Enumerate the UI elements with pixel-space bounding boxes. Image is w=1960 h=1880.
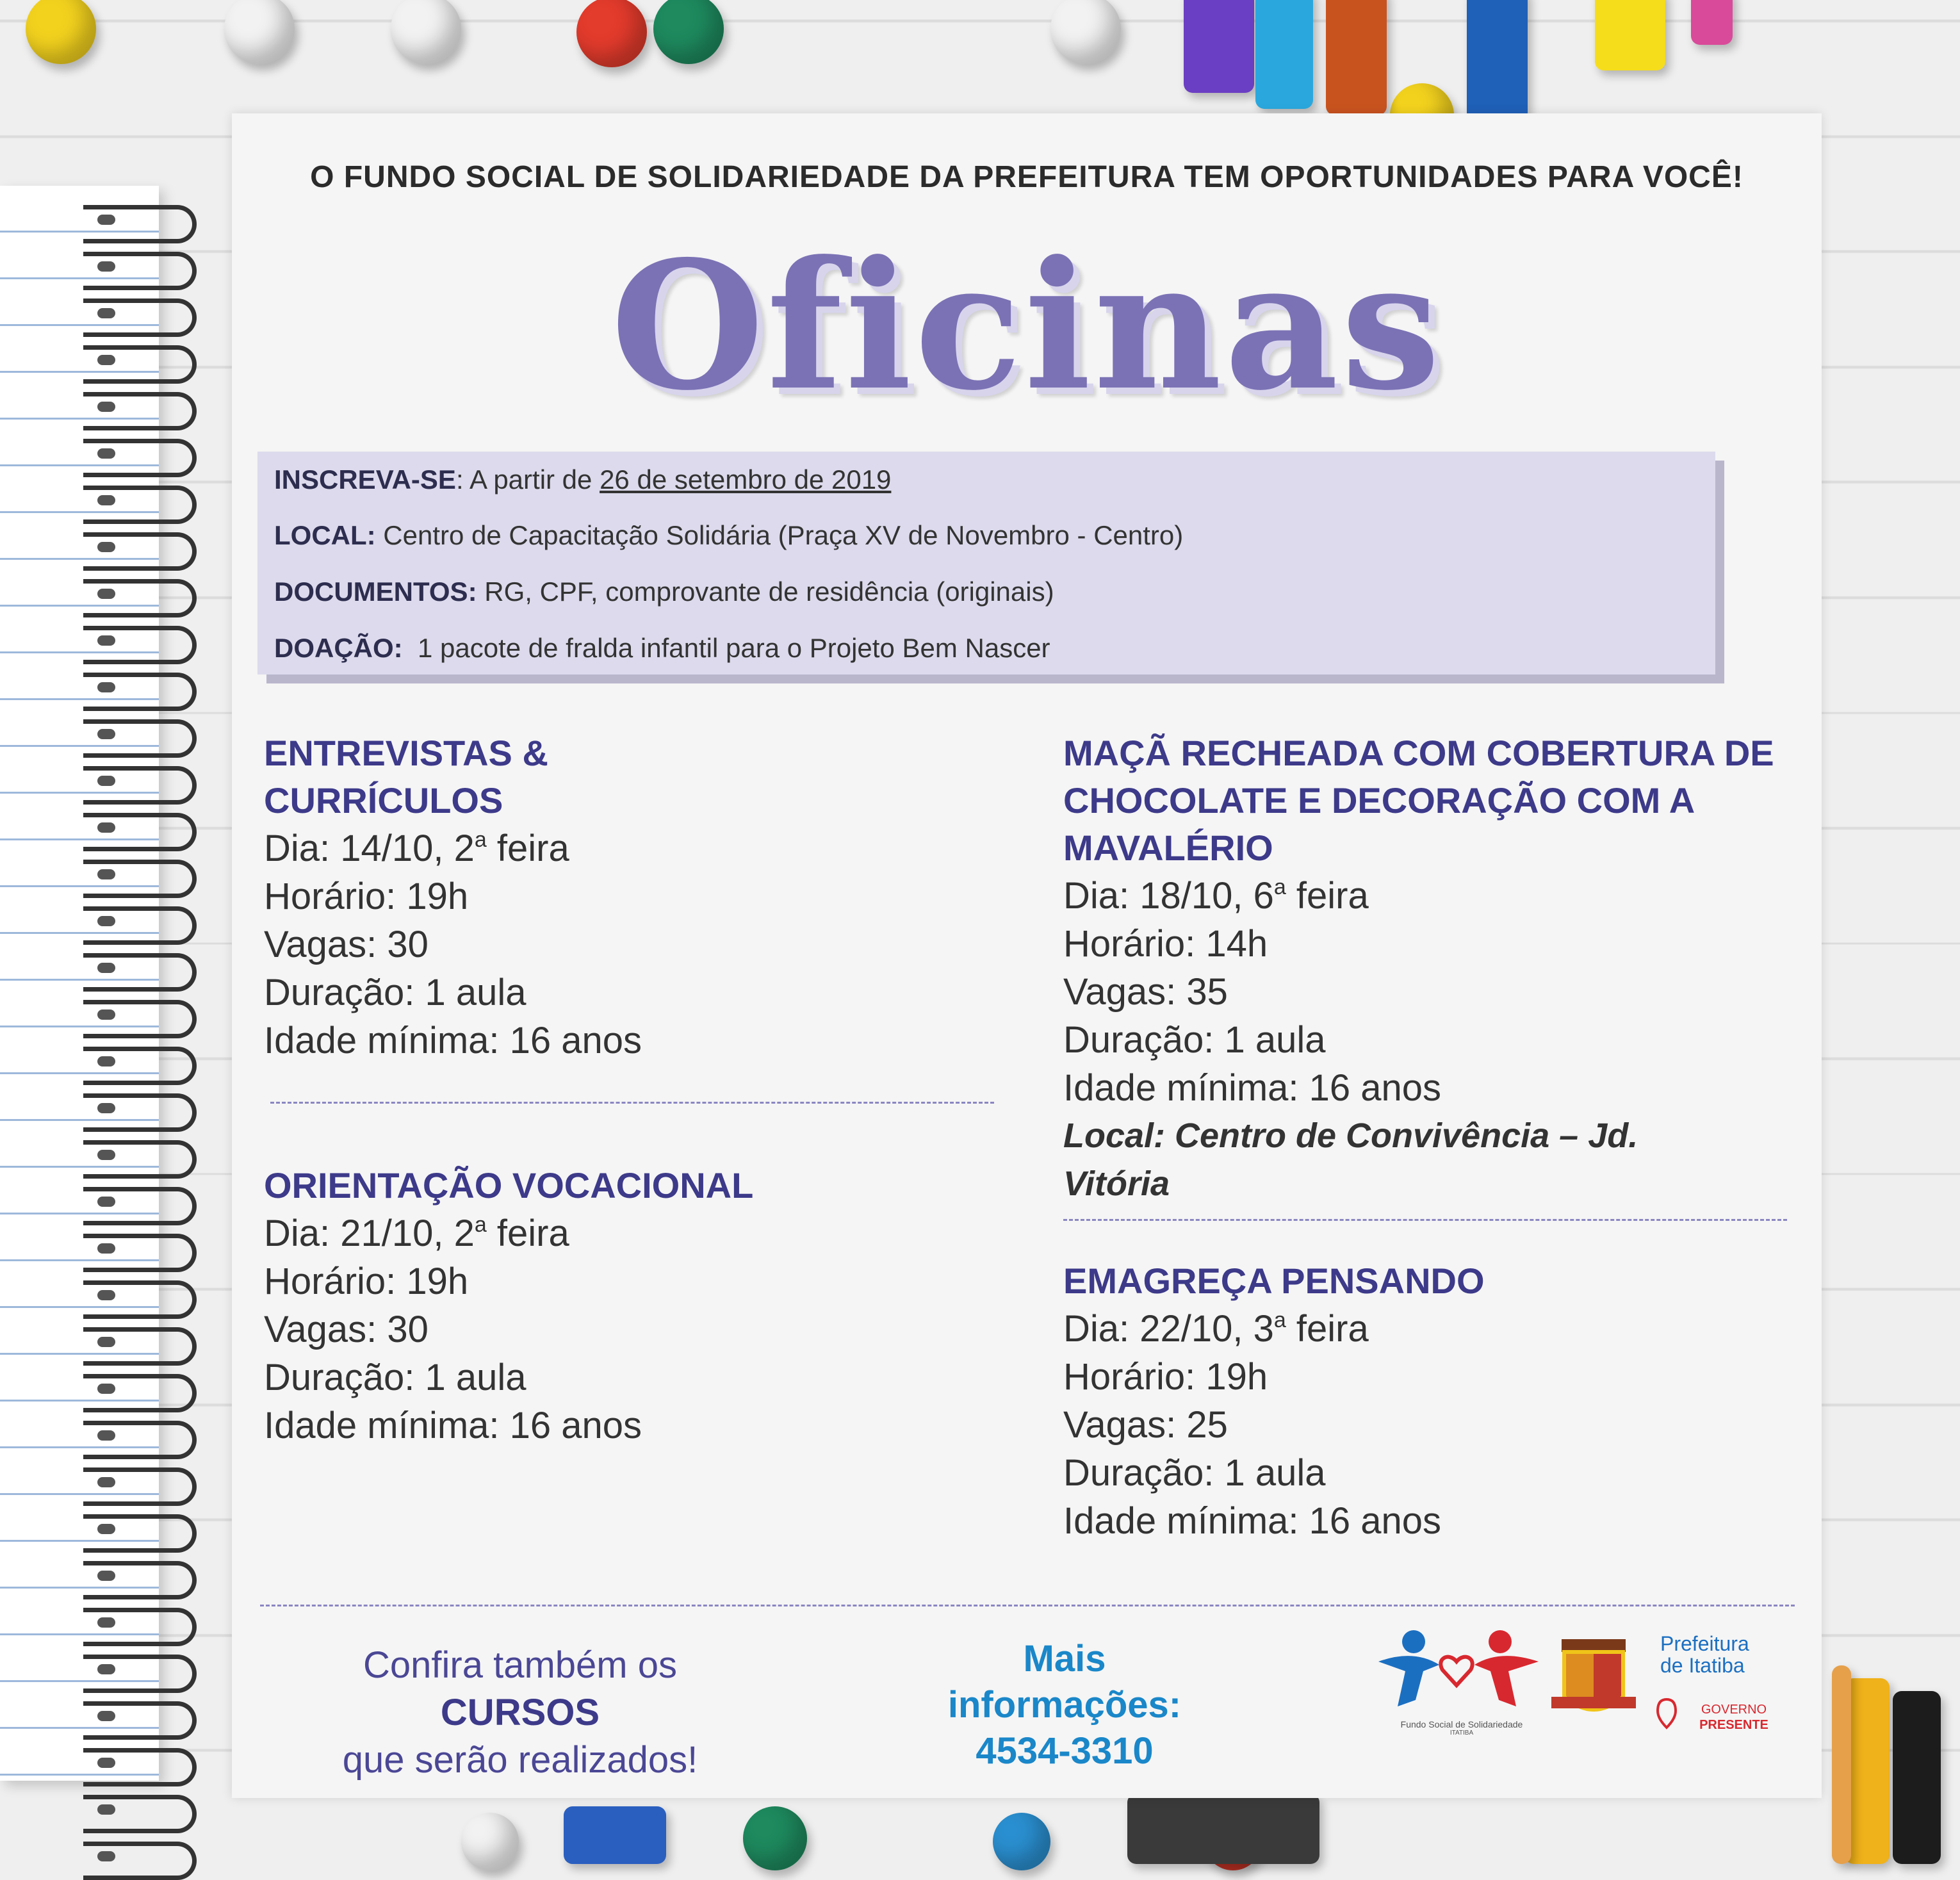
workshop-dia: Dia: 22/10, 3$^a$ feira: [1063, 1308, 1369, 1350]
white-pushpin: [391, 0, 461, 64]
inscreva-prefix: : A partir de: [455, 464, 600, 495]
workshop-idade: Idade mínima: 16 anos: [1063, 1067, 1442, 1109]
white-pushpin: [224, 0, 295, 64]
workshop-duracao: Duração: 1 aula: [1063, 1019, 1326, 1061]
workshop-local: Local: Centro de Convivência – Jd.: [1063, 1116, 1638, 1155]
spiral-ring: [83, 1187, 197, 1225]
local-row: [274, 520, 1183, 551]
workshop-vagas: Vagas: 30: [264, 1309, 429, 1350]
workshop-title: CHOCOLATE E DECORAÇÃO COM A: [1063, 780, 1695, 821]
local-label: LOCAL:: [274, 520, 376, 550]
spiral-ring: [83, 1421, 197, 1459]
blue-pushpin: [993, 1813, 1050, 1870]
blue-marker: [564, 1806, 666, 1864]
spiral-ring: [83, 205, 197, 243]
spiral-ring: [83, 1467, 197, 1506]
contact-phone: 4534-3310: [976, 1730, 1154, 1772]
spiral-ring: [83, 579, 197, 617]
divider: [1063, 1219, 1787, 1221]
spiral-ring: [83, 719, 197, 758]
white-pushpin: [461, 1813, 519, 1870]
spiral-ring: [83, 1280, 197, 1319]
workshop-title: MAÇÃ RECHEADA COM COBERTURA DE: [1063, 733, 1774, 773]
workshop-emagreca: [1063, 1257, 1800, 1545]
cyan-marker: [1255, 0, 1313, 109]
spiral-ring: [83, 1608, 197, 1646]
purple-marker: [1184, 0, 1254, 93]
spiral-ring: [83, 860, 197, 898]
workshop-duracao: Duração: 1 aula: [1063, 1452, 1326, 1494]
spiral-ring: [83, 1514, 197, 1553]
workshop-dia: Dia: 18/10, 6$^a$ feira: [1063, 875, 1369, 917]
prefeitura-logo-text: Prefeitura de Itatiba: [1660, 1632, 1749, 1677]
inscreva-date: 26 de setembro de 2019: [600, 464, 892, 495]
workshop-horario: Horário: 19h: [264, 1261, 469, 1302]
spiral-ring: [83, 906, 197, 945]
footer-divider: [260, 1605, 1795, 1606]
workshop-horario: Horário: 19h: [1063, 1356, 1268, 1398]
workshop-idade: Idade mínima: 16 anos: [1063, 1500, 1442, 1542]
page-title: Oficinas: [610, 222, 1443, 429]
spiral-ring: [83, 766, 197, 805]
documentos-value: RG, CPF, comprovante de residência (originais): [477, 576, 1054, 607]
spiral-ring: [83, 532, 197, 571]
spiral-ring: [83, 439, 197, 477]
workshop-entrevistas: [264, 730, 1000, 1065]
spiral-ring: [83, 298, 197, 337]
spiral-ring: [83, 673, 197, 711]
workshop-title: ORIENTAÇÃO VOCACIONAL: [264, 1165, 754, 1206]
spiral-ring: [83, 1374, 197, 1412]
spiral-ring: [83, 392, 197, 430]
spiral-ring: [83, 1140, 197, 1179]
yellow-pencil: [1845, 1678, 1890, 1864]
workshop-idade: Idade mínima: 16 anos: [264, 1405, 642, 1446]
green-pushpin: [653, 0, 724, 64]
documentos-row: [274, 576, 1054, 607]
spiral-ring: [83, 1327, 197, 1366]
workshop-dia: Dia: 21/10, 2$^a$ feira: [264, 1213, 569, 1254]
workshop-duracao: Duração: 1 aula: [264, 972, 527, 1013]
orange-marker: [1326, 0, 1387, 115]
workshop-vagas: Vagas: 30: [264, 924, 429, 965]
workshop-vagas: Vagas: 35: [1063, 971, 1228, 1013]
yellow-marker: [1595, 0, 1665, 70]
workshop-maca: [1063, 730, 1800, 1208]
spiral-ring: [83, 1000, 197, 1038]
workshop-horario: Horário: 14h: [1063, 923, 1268, 965]
workshop-orientacao: [264, 1162, 1000, 1450]
doacao-label: DOAÇÃO:: [274, 633, 403, 663]
spiral-ring: [83, 1701, 197, 1740]
spiral-ring: [83, 1748, 197, 1786]
contact-label: Mais informações:: [947, 1638, 1182, 1726]
info-box: [257, 452, 1715, 674]
spiral-ring: [83, 1795, 197, 1833]
local-value: Centro de Capacitação Solidária (Praça XV de Novembro - Centro): [375, 520, 1184, 550]
green-pushpin: [743, 1806, 807, 1870]
spiral-ring: [83, 1047, 197, 1085]
spiral-ring: [83, 252, 197, 290]
doacao-row: [274, 633, 1050, 664]
wood-pencil: [1832, 1665, 1851, 1864]
pink-pencil: [1691, 0, 1733, 45]
inscreva-label: INSCREVA-SE: [274, 464, 456, 495]
workshop-horario: Horário: 19h: [264, 876, 469, 917]
red-pushpin: [576, 0, 647, 67]
workshop-dia: Dia: 14/10, 2$^a$ feira: [264, 828, 569, 869]
spiral-ring: [83, 1842, 197, 1880]
spiral-ring: [83, 345, 197, 384]
blue-marker: [1467, 0, 1528, 122]
contact-info: [904, 1636, 1225, 1774]
spiral-ring: [83, 813, 197, 851]
workshop-title: MAVALÉRIO: [1063, 828, 1273, 868]
documentos-label: DOCUMENTOS:: [274, 576, 477, 607]
black-pencil: [1893, 1691, 1941, 1864]
spiral-ring: [83, 1561, 197, 1599]
spiral-ring: [83, 953, 197, 992]
workshop-title: CURRÍCULOS: [264, 780, 503, 821]
spiral-ring: [83, 1655, 197, 1693]
cursos-note: Confira também os CURSOS que serão realizados!: [342, 1644, 698, 1781]
fundo-social-caption: Fundo Social de Solidariedade ITATIBA: [1400, 1719, 1523, 1737]
spiral-ring: [83, 1234, 197, 1272]
flyer-card: [232, 113, 1822, 1798]
white-pushpin: [1050, 0, 1121, 64]
divider: [270, 1102, 994, 1104]
logos: [1378, 1626, 1788, 1754]
yellow-pushpin: [26, 0, 96, 64]
headline: O FUNDO SOCIAL DE SOLIDARIEDADE DA PREFEITURA TEM OPORTUNIDADES PARA VOCÊ!: [310, 160, 1744, 194]
workshop-title: ENTREVISTAS &: [264, 733, 548, 773]
workshop-title: EMAGREÇA PENSANDO: [1063, 1261, 1485, 1301]
spiral-ring: [83, 1093, 197, 1132]
governo-presente-badge: GOVERNO PRESENTE: [1699, 1703, 1768, 1732]
spiral-ring: [83, 486, 197, 524]
spiral-ring: [83, 626, 197, 664]
sharpener: [1127, 1794, 1319, 1864]
inscreva-row: [274, 464, 891, 495]
workshop-duracao: Duração: 1 aula: [264, 1357, 527, 1398]
workshop-idade: Idade mínima: 16 anos: [264, 1020, 642, 1061]
doacao-value: 1 pacote de fralda infantil para o Projeto Bem Nascer: [402, 633, 1050, 663]
cursos-highlight: CURSOS: [440, 1692, 600, 1733]
workshop-vagas: Vagas: 25: [1063, 1404, 1228, 1446]
workshop-local: Vitória: [1063, 1165, 1170, 1203]
